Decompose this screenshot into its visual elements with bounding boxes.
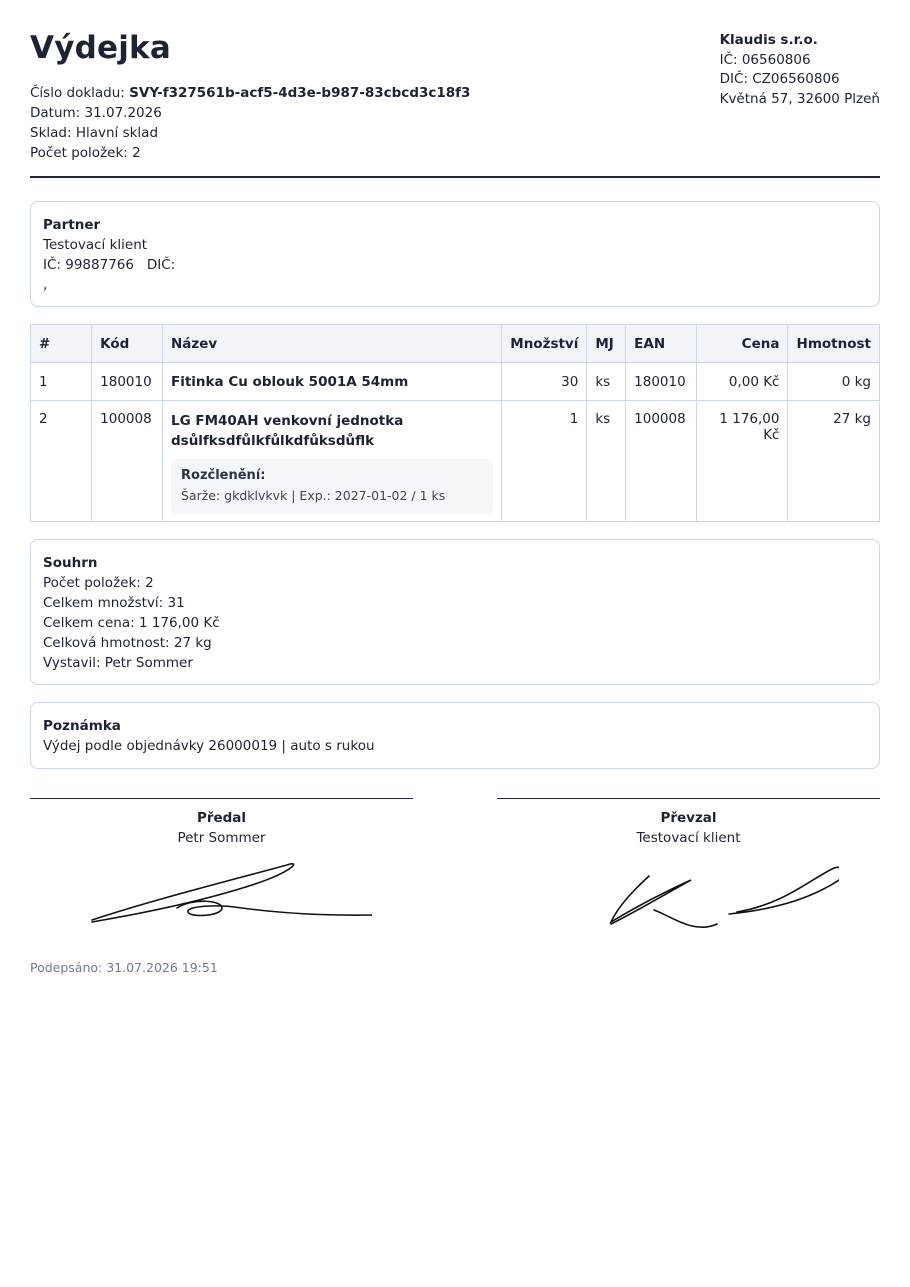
- company-info: [720, 31, 880, 109]
- document-number: SVY-f327561b-acf5-4d3e-b987-83cbcd3c18f3: [129, 85, 471, 101]
- breakdown-title: Rozčlenění:: [181, 468, 266, 483]
- note-box: [30, 702, 880, 769]
- signature-handed-name: Petr Sommer: [177, 830, 266, 846]
- company-dic: DIČ: CZ06560806: [719, 71, 840, 87]
- partner-box: [30, 201, 880, 307]
- signed-timestamp: Podepsáno: 31.07.2026 19:51: [30, 960, 218, 975]
- signatures-section: [30, 798, 880, 958]
- partner-title: Partner: [43, 217, 101, 233]
- document-date: Datum: 31.07.2026: [30, 105, 162, 121]
- cell-weight: 27 kg: [788, 401, 880, 522]
- cell-ean: 100008: [626, 401, 697, 522]
- document-number-label: Číslo dokladu:: [30, 85, 125, 101]
- cell-unit: ks: [587, 363, 626, 401]
- column-header-unit: MJ: [587, 325, 626, 363]
- signature-handed-drawing: [72, 860, 372, 930]
- column-header-weight: Hmotnost: [788, 325, 880, 363]
- signature-handed: [30, 798, 413, 930]
- company-name: Klaudis s.r.o.: [719, 32, 818, 48]
- cell-ean: 180010: [626, 363, 697, 401]
- cell-code: 180010: [92, 363, 163, 401]
- partner-name: Testovací klient: [43, 237, 148, 253]
- summary-box: [30, 539, 880, 685]
- cell-unit: ks: [587, 401, 626, 522]
- cell-price: 1 176,00 Kč: [697, 401, 788, 522]
- cell-weight: 0 kg: [788, 363, 880, 401]
- column-header-price: Cena: [697, 325, 788, 363]
- cell-quantity: 1: [502, 401, 587, 522]
- company-ic: IČ: 06560806: [719, 51, 811, 68]
- item-name: LG FM40AH venkovní jednotka dsůlfksdfůlkfůlkdfůksdůflk: [171, 413, 404, 449]
- summary-line: Počet položek: 2: [43, 575, 154, 591]
- column-header-quantity: Množství: [502, 325, 587, 363]
- note-text: Výdej podle objednávky 26000019 | auto s rukou: [43, 738, 375, 754]
- column-header-ean: EAN: [626, 325, 697, 363]
- summary-line: Celkem množství: 31: [43, 595, 185, 611]
- cell-quantity: 30: [502, 363, 587, 401]
- cell-code: 100008: [92, 401, 163, 522]
- cell-index: 2: [31, 401, 92, 522]
- signature-received-drawing: [539, 860, 839, 930]
- partner-address: ,: [43, 277, 48, 293]
- note-title: Poznámka: [43, 718, 121, 734]
- signature-received: [497, 798, 880, 930]
- items-table: [30, 324, 880, 522]
- page-title: Výdejka: [30, 30, 171, 66]
- document-meta: [30, 83, 470, 163]
- item-breakdown: [171, 459, 493, 514]
- signature-handed-role: Předal: [196, 810, 247, 826]
- signature-received-name: Testovací klient: [636, 830, 741, 846]
- summary-title: Souhrn: [43, 555, 98, 571]
- document-item-count: Počet položek: 2: [30, 145, 141, 161]
- breakdown-line: Šarže: gkdklvkvk | Exp.: 2027-01-02 / 1 ks: [181, 488, 446, 503]
- column-header-code: Kód: [92, 325, 163, 363]
- document-warehouse: Sklad: Hlavní sklad: [30, 125, 159, 141]
- signature-received-role: Převzal: [660, 810, 717, 826]
- summary-line: Vystavil: Petr Sommer: [43, 655, 193, 671]
- company-address: Květná 57, 32600 Plzeň: [719, 90, 880, 107]
- cell-index: 1: [31, 363, 92, 401]
- cell-name: [163, 363, 502, 401]
- table-row: [31, 363, 880, 401]
- document-number-line: [30, 83, 470, 103]
- partner-ids: IČ: 99887766 DIČ:: [43, 257, 176, 273]
- item-name: Fitinka Cu oblouk 5001A 54mm: [171, 373, 409, 390]
- column-header-index: #: [31, 325, 92, 363]
- column-header-name: Název: [163, 325, 502, 363]
- table-row: [31, 401, 880, 522]
- cell-price: 0,00 Kč: [697, 363, 788, 401]
- summary-line: Celková hmotnost: 27 kg: [43, 635, 212, 651]
- cell-name: [163, 401, 502, 522]
- table-header-row: [31, 325, 880, 363]
- document-header: [30, 0, 880, 178]
- summary-line: Celkem cena: 1 176,00 Kč: [43, 615, 220, 631]
